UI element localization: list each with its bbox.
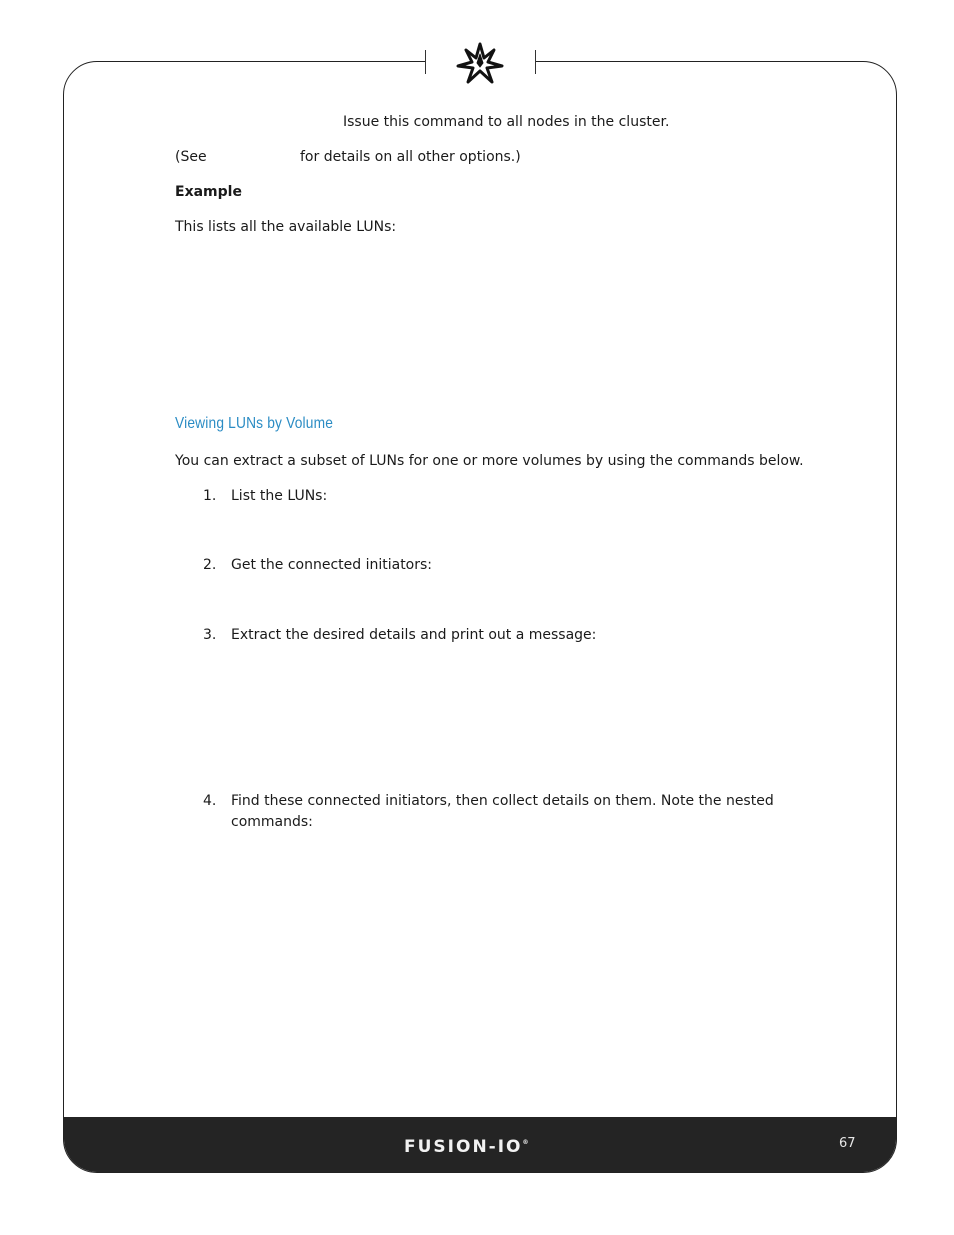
header-divider-right (535, 50, 536, 74)
step-number: 4. (203, 793, 217, 809)
brand-registered-mark: ® (522, 1139, 529, 1146)
footer-brand-logo (404, 1137, 529, 1157)
example-heading: Example (175, 184, 242, 200)
step-text: Find these connected initiators, then collect details on them. Note the nested commands: (231, 793, 774, 830)
step-text: List the LUNs: (231, 488, 328, 504)
see-prefix: (See (175, 149, 207, 165)
step-text: Get the connected initiators: (231, 557, 433, 573)
step-number: 2. (203, 557, 217, 573)
step-number: 3. (203, 627, 217, 643)
step-number: 1. (203, 488, 217, 504)
cluster-note: Issue this command to all nodes in the cluster. (343, 114, 670, 130)
fusion-io-star-icon (450, 40, 510, 86)
example-text: This lists all the available LUNs: (175, 219, 397, 235)
header-divider-left (425, 50, 426, 74)
section-heading: Viewing LUNs by Volume (175, 415, 334, 432)
section-intro: You can extract a subset of LUNs for one or more volumes by using the commands below. (175, 453, 804, 469)
see-suffix: for details on all other options.) (300, 149, 521, 165)
brand-text: FUSION-IO (404, 1137, 523, 1157)
page-number: 67 (839, 1136, 856, 1151)
step-text: Extract the desired details and print out a message: (231, 627, 597, 643)
